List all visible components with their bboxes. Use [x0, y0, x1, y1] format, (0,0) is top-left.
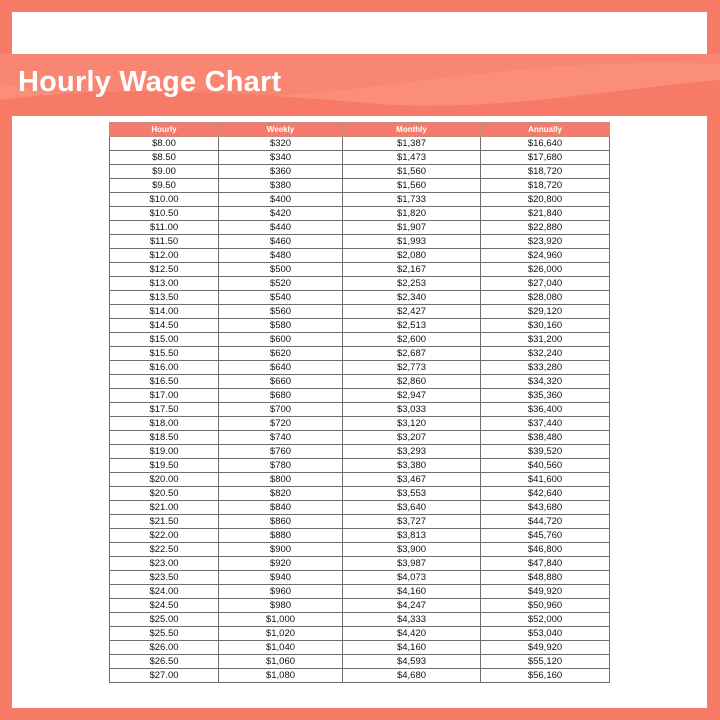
cell-weekly: $880	[219, 529, 343, 543]
cell-annually: $47,840	[481, 557, 610, 571]
cell-annually: $37,440	[481, 417, 610, 431]
cell-weekly: $1,040	[219, 641, 343, 655]
cell-weekly: $460	[219, 235, 343, 249]
column-header-annually: Annually	[481, 123, 610, 137]
cell-weekly: $1,080	[219, 669, 343, 683]
cell-weekly: $440	[219, 221, 343, 235]
table-row	[110, 389, 610, 403]
cell-monthly: $2,253	[343, 277, 481, 291]
cell-hourly: $12.00	[110, 249, 219, 263]
cell-monthly: $4,247	[343, 599, 481, 613]
table-row	[110, 151, 610, 165]
table-row	[110, 291, 610, 305]
table-row	[110, 641, 610, 655]
table-row	[110, 193, 610, 207]
cell-annually: $24,960	[481, 249, 610, 263]
cell-annually: $28,080	[481, 291, 610, 305]
cell-annually: $39,520	[481, 445, 610, 459]
cell-monthly: $2,167	[343, 263, 481, 277]
cell-monthly: $3,640	[343, 501, 481, 515]
cell-weekly: $740	[219, 431, 343, 445]
cell-weekly: $760	[219, 445, 343, 459]
cell-monthly: $1,560	[343, 165, 481, 179]
cell-monthly: $1,733	[343, 193, 481, 207]
column-header-weekly: Weekly	[219, 123, 343, 137]
cell-hourly: $10.50	[110, 207, 219, 221]
cell-monthly: $3,467	[343, 473, 481, 487]
cell-hourly: $19.50	[110, 459, 219, 473]
table-row	[110, 235, 610, 249]
cell-annually: $41,600	[481, 473, 610, 487]
table-row	[110, 627, 610, 641]
cell-annually: $34,320	[481, 375, 610, 389]
cell-hourly: $26.50	[110, 655, 219, 669]
table-row	[110, 585, 610, 599]
cell-weekly: $400	[219, 193, 343, 207]
table-row	[110, 669, 610, 683]
cell-hourly: $11.00	[110, 221, 219, 235]
cell-monthly: $3,293	[343, 445, 481, 459]
cell-hourly: $26.00	[110, 641, 219, 655]
cell-hourly: $10.00	[110, 193, 219, 207]
table-header-row	[110, 123, 610, 137]
cell-hourly: $24.50	[110, 599, 219, 613]
cell-weekly: $640	[219, 361, 343, 375]
table-row	[110, 207, 610, 221]
cell-monthly: $2,860	[343, 375, 481, 389]
cell-hourly: $15.50	[110, 347, 219, 361]
cell-weekly: $700	[219, 403, 343, 417]
cell-monthly: $3,120	[343, 417, 481, 431]
cell-monthly: $3,987	[343, 557, 481, 571]
cell-monthly: $1,907	[343, 221, 481, 235]
cell-weekly: $1,000	[219, 613, 343, 627]
cell-weekly: $620	[219, 347, 343, 361]
cell-hourly: $17.50	[110, 403, 219, 417]
cell-monthly: $1,473	[343, 151, 481, 165]
table-row	[110, 431, 610, 445]
table-row	[110, 557, 610, 571]
cell-annually: $26,000	[481, 263, 610, 277]
table-row	[110, 655, 610, 669]
cell-annually: $30,160	[481, 319, 610, 333]
cell-hourly: $22.00	[110, 529, 219, 543]
cell-weekly: $500	[219, 263, 343, 277]
cell-annually: $46,800	[481, 543, 610, 557]
cell-hourly: $8.00	[110, 137, 219, 151]
cell-annually: $48,880	[481, 571, 610, 585]
cell-monthly: $4,420	[343, 627, 481, 641]
table-row	[110, 249, 610, 263]
table-row	[110, 277, 610, 291]
cell-hourly: $23.00	[110, 557, 219, 571]
cell-annually: $44,720	[481, 515, 610, 529]
cell-hourly: $20.50	[110, 487, 219, 501]
table-row	[110, 263, 610, 277]
cell-weekly: $800	[219, 473, 343, 487]
cell-hourly: $13.00	[110, 277, 219, 291]
cell-weekly: $960	[219, 585, 343, 599]
document-page	[12, 116, 707, 708]
cell-annually: $21,840	[481, 207, 610, 221]
table-row	[110, 375, 610, 389]
cell-weekly: $540	[219, 291, 343, 305]
cell-hourly: $9.00	[110, 165, 219, 179]
table-row	[110, 571, 610, 585]
cell-monthly: $2,600	[343, 333, 481, 347]
cell-weekly: $840	[219, 501, 343, 515]
table-row	[110, 543, 610, 557]
cell-hourly: $23.50	[110, 571, 219, 585]
cell-annually: $29,120	[481, 305, 610, 319]
cell-weekly: $860	[219, 515, 343, 529]
table-row	[110, 165, 610, 179]
cell-monthly: $1,820	[343, 207, 481, 221]
table-row	[110, 613, 610, 627]
cell-weekly: $680	[219, 389, 343, 403]
table-row	[110, 305, 610, 319]
table-row	[110, 347, 610, 361]
cell-monthly: $4,333	[343, 613, 481, 627]
cell-annually: $52,000	[481, 613, 610, 627]
cell-weekly: $340	[219, 151, 343, 165]
column-header-hourly: Hourly	[110, 123, 219, 137]
cell-hourly: $14.50	[110, 319, 219, 333]
table-row	[110, 487, 610, 501]
cell-annually: $49,920	[481, 641, 610, 655]
cell-hourly: $20.00	[110, 473, 219, 487]
table-row	[110, 417, 610, 431]
cell-weekly: $820	[219, 487, 343, 501]
cell-annually: $16,640	[481, 137, 610, 151]
cell-annually: $32,240	[481, 347, 610, 361]
cell-hourly: $13.50	[110, 291, 219, 305]
cell-hourly: $21.00	[110, 501, 219, 515]
cell-annually: $45,760	[481, 529, 610, 543]
cell-weekly: $360	[219, 165, 343, 179]
table-row	[110, 529, 610, 543]
cell-annually: $31,200	[481, 333, 610, 347]
cell-hourly: $21.50	[110, 515, 219, 529]
cell-weekly: $380	[219, 179, 343, 193]
cell-annually: $36,400	[481, 403, 610, 417]
cell-weekly: $580	[219, 319, 343, 333]
column-header-monthly: Monthly	[343, 123, 481, 137]
cell-monthly: $1,560	[343, 179, 481, 193]
cell-monthly: $3,813	[343, 529, 481, 543]
cell-weekly: $420	[219, 207, 343, 221]
table-row	[110, 445, 610, 459]
cell-hourly: $16.50	[110, 375, 219, 389]
cell-hourly: $27.00	[110, 669, 219, 683]
cell-hourly: $25.50	[110, 627, 219, 641]
table-row	[110, 459, 610, 473]
table-row	[110, 333, 610, 347]
cell-monthly: $3,553	[343, 487, 481, 501]
cell-annually: $23,920	[481, 235, 610, 249]
cell-annually: $27,040	[481, 277, 610, 291]
table-row	[110, 319, 610, 333]
cell-hourly: $8.50	[110, 151, 219, 165]
cell-weekly: $920	[219, 557, 343, 571]
cell-hourly: $18.00	[110, 417, 219, 431]
cell-weekly: $720	[219, 417, 343, 431]
cell-hourly: $11.50	[110, 235, 219, 249]
cell-annually: $42,640	[481, 487, 610, 501]
cell-annually: $18,720	[481, 165, 610, 179]
cell-annually: $49,920	[481, 585, 610, 599]
cell-weekly: $900	[219, 543, 343, 557]
cell-monthly: $2,513	[343, 319, 481, 333]
cell-monthly: $3,900	[343, 543, 481, 557]
cell-hourly: $16.00	[110, 361, 219, 375]
title-banner	[0, 54, 720, 116]
cell-monthly: $4,160	[343, 585, 481, 599]
table-row	[110, 403, 610, 417]
cell-hourly: $18.50	[110, 431, 219, 445]
cell-monthly: $3,207	[343, 431, 481, 445]
cell-monthly: $4,680	[343, 669, 481, 683]
cell-monthly: $2,080	[343, 249, 481, 263]
cell-monthly: $3,380	[343, 459, 481, 473]
cell-hourly: $22.50	[110, 543, 219, 557]
cell-monthly: $1,387	[343, 137, 481, 151]
cell-annually: $35,360	[481, 389, 610, 403]
cell-annually: $50,960	[481, 599, 610, 613]
cell-hourly: $9.50	[110, 179, 219, 193]
table-row	[110, 473, 610, 487]
cell-weekly: $600	[219, 333, 343, 347]
cell-monthly: $2,947	[343, 389, 481, 403]
cell-hourly: $15.00	[110, 333, 219, 347]
wage-table	[109, 122, 610, 683]
cell-annually: $53,040	[481, 627, 610, 641]
cell-weekly: $320	[219, 137, 343, 151]
cell-weekly: $520	[219, 277, 343, 291]
cell-weekly: $780	[219, 459, 343, 473]
cell-weekly: $480	[219, 249, 343, 263]
cell-annually: $17,680	[481, 151, 610, 165]
cell-weekly: $940	[219, 571, 343, 585]
cell-annually: $20,800	[481, 193, 610, 207]
cell-annually: $38,480	[481, 431, 610, 445]
cell-annually: $22,880	[481, 221, 610, 235]
cell-monthly: $3,727	[343, 515, 481, 529]
cell-monthly: $1,993	[343, 235, 481, 249]
cell-annually: $43,680	[481, 501, 610, 515]
cell-annually: $40,560	[481, 459, 610, 473]
cell-monthly: $2,773	[343, 361, 481, 375]
cell-monthly: $4,073	[343, 571, 481, 585]
cell-weekly: $1,060	[219, 655, 343, 669]
cell-monthly: $2,687	[343, 347, 481, 361]
cell-hourly: $14.00	[110, 305, 219, 319]
cell-weekly: $560	[219, 305, 343, 319]
cell-monthly: $4,593	[343, 655, 481, 669]
cell-hourly: $17.00	[110, 389, 219, 403]
table-row	[110, 179, 610, 193]
cell-weekly: $1,020	[219, 627, 343, 641]
cell-hourly: $24.00	[110, 585, 219, 599]
cell-monthly: $4,160	[343, 641, 481, 655]
page-title: Hourly Wage Chart	[18, 66, 282, 98]
table-row	[110, 599, 610, 613]
top-blank-area	[12, 12, 707, 54]
table-row	[110, 515, 610, 529]
cell-hourly: $12.50	[110, 263, 219, 277]
table-row	[110, 501, 610, 515]
cell-annually: $18,720	[481, 179, 610, 193]
cell-monthly: $2,427	[343, 305, 481, 319]
cell-monthly: $2,340	[343, 291, 481, 305]
cell-annually: $55,120	[481, 655, 610, 669]
cell-annually: $56,160	[481, 669, 610, 683]
cell-monthly: $3,033	[343, 403, 481, 417]
cell-annually: $33,280	[481, 361, 610, 375]
table-row	[110, 137, 610, 151]
cell-hourly: $25.00	[110, 613, 219, 627]
cell-weekly: $980	[219, 599, 343, 613]
cell-weekly: $660	[219, 375, 343, 389]
cell-hourly: $19.00	[110, 445, 219, 459]
table-row	[110, 361, 610, 375]
table-row	[110, 221, 610, 235]
